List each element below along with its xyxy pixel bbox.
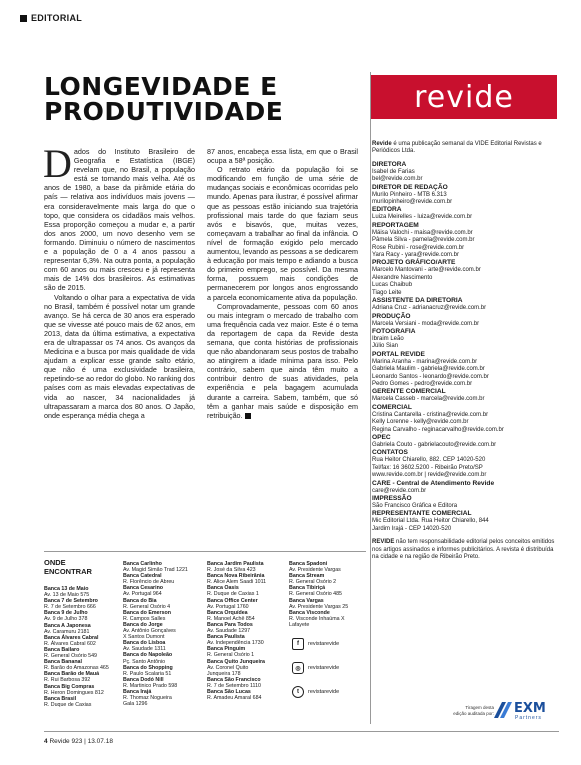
- issue-date: 13.07.18: [87, 738, 113, 745]
- divider: [44, 731, 559, 732]
- section-tag: [20, 13, 82, 23]
- newsstand-name: Banca Tibiriçá: [289, 585, 326, 592]
- article-paragraph: O retrato etário da população foi se modificando em função de uma série de mudanças sociais e econômicas ocorridas pelo mundo. Apenas para ilustrar, é possível afirmar que as pessoas estão iniciando sua trajetória profissional mais tarde do que faziam seus avós e bisavós, que, muitas vezes, começavam a trabalhar ao final da infância. O nível de formação exigido pelo mercado aumentou, levando as pessoas a se dedicarem à educação por mais tempo e adiando a busca do primeiro emprego, se possível. Da mesma forma, possuem mais condições de permanecerem por longos anos engrossando a parcela economicamente ativa da população.: [207, 165, 358, 302]
- newsstand-address: Av. Portugal 1760: [207, 603, 249, 610]
- newsstand-name: Banca 7 de Setembro: [44, 598, 98, 605]
- newsstand-name: Banca 9 de Julho: [44, 610, 88, 617]
- masthead-role: OPEC: [372, 433, 391, 441]
- newsstand-address: X Santos Dumont: [123, 634, 165, 641]
- directory-column-1: [44, 586, 128, 708]
- newsstand-address: Av. Presidente Vargas 25: [289, 603, 349, 610]
- newsstand-name: Banca Nova Ribeirânia: [207, 573, 265, 580]
- newsstand-address: R. General Osório 1: [207, 652, 255, 659]
- masthead-line: Marina Aranha - marina@revide.com.br: [372, 358, 478, 365]
- newsstand-address: Gala 1296: [123, 701, 148, 708]
- masthead-line: Gabriela Maulim - gabriela@revide.com.br: [372, 366, 485, 373]
- newsstand-name: Banca do Emerson: [123, 609, 171, 616]
- masthead-role: PROJETO GRÁFICO/ARTE: [372, 259, 456, 267]
- masthead-line: São Francisco Gráfica e Editora: [372, 503, 458, 509]
- exm-brand-sub: Partners: [515, 715, 542, 721]
- article-body: [43, 141, 359, 420]
- article-column-1: [43, 141, 195, 420]
- facebook-icon: f: [292, 638, 304, 650]
- social-facebook[interactable]: [292, 638, 382, 650]
- social-handle: revistarevide: [308, 665, 340, 671]
- newsstand-address: R. José da Silva 423: [207, 567, 256, 574]
- newsstand-address: R. 7 de Setembro 666: [44, 604, 96, 611]
- square-bullet-icon: [20, 15, 27, 22]
- newsstand-name: Banca Brasil: [44, 695, 77, 702]
- newsstand-address: Lafayete: [289, 621, 310, 628]
- masthead-disclaimer: REVIDE não tem responsabilidade editorial pelos conceitos emitidos nos artigos assinados e informes publicitários. A revista é distribuída na cidade e na região de Ribeirão Preto.: [372, 539, 555, 561]
- newsstand-address: R. Duque de Caxias 1: [207, 591, 259, 598]
- newsstand-name: Banca Bailaro: [44, 646, 80, 653]
- masthead-line: murilopinheiro@revide.com.br: [372, 199, 453, 206]
- masthead-role: GERENTE COMERCIAL: [372, 388, 446, 396]
- newsstand-name: Banca Quito Junqueira: [207, 658, 265, 665]
- exm-brand: EXM: [514, 701, 546, 716]
- masthead-sections: [372, 161, 560, 533]
- masthead-role: COMERCIAL: [372, 403, 412, 411]
- masthead-role: PRODUÇÃO: [372, 312, 411, 320]
- drop-cap: D: [43, 141, 72, 186]
- newsstand-address: R. Duque de Caxias: [44, 701, 92, 708]
- masthead-role: IMPRESSÃO: [372, 495, 412, 502]
- publication: Revide 923: [49, 738, 83, 745]
- newsstand-address: R. General Osório 549: [44, 653, 97, 660]
- newsstand-address: Av. 9 de Julho 378: [44, 616, 88, 623]
- newsstand-address: R. Paulo Scalaria 51: [123, 670, 172, 677]
- newsstand-name: Banca Para Todos: [207, 621, 253, 628]
- newsstand-name: Banca Dodó Nill: [123, 676, 164, 683]
- newsstand-name: Banca Paulista: [207, 634, 245, 641]
- masthead-role: REPORTAGEM: [372, 221, 419, 229]
- newsstand-address: Av. Saudade 1297: [207, 628, 251, 635]
- social-handle: revistarevide: [308, 689, 340, 695]
- article-paragraph: Dados do Instituto Brasileiro de Geografia e Estatística (IBGE) revelam que, no Brasil, a população está se tornando mais velha. Até os anos de 1980, a base da pirâmide etária do país — relativa aos indivíduos mais jovens — era consideravelmente mais larga do que o topo, que considera os cidadãos mais velhos. Essa proporção começou a mudar e, a partir dos anos 2000, um novo desenho vem se formando. Diminuiu o número de nascimentos e a população de 0 a 4 anos passou a representar 6,3%. Na outra ponta, a população com 60 anos ou mais cresceu e já representa mais de 14% dos brasileiros. As estimativas são de 2015.: [43, 141, 195, 293]
- newsstand-name: Banca Carlinho: [123, 561, 162, 567]
- newsstand-address: R. Manoel Achê 854: [207, 615, 255, 622]
- newsstand-name: Banca do Jorge: [123, 621, 163, 628]
- newsstand-address: Av. 13 de Maio 575: [44, 592, 90, 599]
- masthead-line: Leonardo Santos - leonardo@revide.com.br: [372, 373, 489, 380]
- newsstand-name: Banca Irajá: [123, 688, 152, 695]
- masthead-line: Mic Editorial Ltda. Rua Heitor Chiarello, 844: [372, 518, 489, 525]
- page-number: 4: [44, 738, 48, 745]
- masthead-line: Pâmela Silva - pamela@revide.com.br: [372, 237, 475, 244]
- newsstand-address: Junqueira 178: [207, 670, 241, 677]
- article-column-2: [207, 147, 358, 420]
- masthead-line: Cristina Cantarella - cristina@revide.com.br: [372, 411, 489, 418]
- newsstand-address: R. Alice Alem Saadi 1011: [207, 579, 267, 586]
- newsstand-name: Banca do Shopping: [123, 664, 173, 671]
- newsstand-name: Banca Jardim Paulista: [207, 561, 264, 567]
- masthead-role: FOTOGRAFIA: [372, 327, 416, 335]
- masthead-line: Tiago Leite: [372, 289, 402, 296]
- newsstand-address: R. General Osório 2: [289, 579, 337, 586]
- newsstand-address: R. Heron Domingues 812: [44, 689, 104, 696]
- newsstand-address: R. Barão do Amazonas 465: [44, 665, 109, 672]
- newsstand-name: Banca Álvares Cabral: [44, 634, 99, 641]
- newsstand-name: Banca Orquídea: [207, 609, 248, 616]
- masthead-line: Murilo Pinheiro - MTB 6.313: [372, 191, 447, 198]
- masthead-role: CARE - Central de Atendimento Revide: [372, 479, 495, 487]
- masthead-role: DIRETORA: [372, 160, 407, 168]
- masthead-line: Ibraim Leão: [372, 335, 404, 342]
- newsstand-name: Banca do Lisboa: [123, 640, 166, 647]
- twitter-icon: t: [292, 686, 304, 698]
- article-paragraph: 87 anos, encabeça essa lista, em que o Brasil ocupa a 58ª posição.: [207, 147, 358, 166]
- social-twitter[interactable]: [292, 686, 382, 698]
- masthead-line: Kelly Lorenne - kelly@revide.com.br: [372, 419, 469, 426]
- masthead-line: Regina Carvalho - reginacarvalho@revide.com.br: [372, 426, 504, 433]
- masthead-role: REPRESENTANTE COMERCIAL: [372, 510, 472, 518]
- masthead-line: Alexandre Nascimento: [372, 274, 433, 281]
- section-label: EDITORIAL: [31, 13, 83, 23]
- masthead-line: www.revide.com.br | revide@revide.com.br: [372, 472, 487, 479]
- newsstand-address: Av. Independência 1730: [207, 640, 264, 647]
- newsstand-address: Av. Presidente Vargas: [289, 567, 341, 574]
- newsstand-address: R. Florêncio de Abreu: [123, 579, 175, 586]
- divider: [44, 551, 366, 552]
- masthead-line: Rua Heitor Chiarello, 882. CEP 14020-520: [372, 457, 486, 464]
- directory-column-4: [289, 561, 373, 628]
- newsstand-name: Banca Vargas: [289, 597, 324, 604]
- newsstand-address: Av. Coronel Quito: [207, 664, 249, 671]
- masthead-line: Gabriela Couto - gabrielacouto@revide.com.br: [372, 441, 497, 448]
- masthead-line: Lucas Chaibub: [372, 282, 413, 289]
- newsstand-name: Banca São Francisco: [207, 676, 261, 683]
- masthead-line: Adriana Cruz - adrianacruz@revide.com.br: [372, 305, 487, 312]
- newsstand-address: R. Campos Salles: [123, 615, 166, 622]
- logo-text: revide: [414, 79, 514, 115]
- newsstand-name: Banca São Lucas: [207, 688, 251, 695]
- newsstand-name: Banca Visconde: [289, 609, 330, 616]
- newsstand-name: Banca Oasis: [207, 585, 239, 592]
- newsstand-name: Banca Stream: [289, 573, 325, 580]
- masthead-line: Rose Rubini - rose@revide.com.br: [372, 244, 465, 251]
- newsstand-address: R. Visconde Inhaúma X: [289, 615, 345, 622]
- masthead-line: Tel/fax: 16 3602.5200 - Ribeirão Preto/SP: [372, 464, 483, 471]
- directory-column-3: [207, 561, 291, 701]
- article-title-line-2: PRODUTIVIDADE: [44, 97, 284, 126]
- masthead-line: Marcela Versiani - moda@revide.com.br: [372, 320, 480, 327]
- article-title: [44, 74, 364, 124]
- newsstand-address: R. Thomaz Nogueira: [123, 695, 172, 702]
- newsstand-name: Banca 13 de Maio: [44, 586, 89, 592]
- masthead-line: Máisa Valochi - maisa@revide.com.br: [372, 229, 473, 236]
- article-paragraph: Comprovadamente, pessoas com 60 anos ou mais integram o mercado de trabalho com uma frequência cada vez maior. Este é o tema da reportagem de capa da Revide desta semana, que conta histórias de profissionais que não abandonaram seus postos de trabalho ao atingirem a idade mínima para isso. Pelo contrário, sabem que ainda têm muito a contribuir dentro de suas atividades, pela experiência e pela bagagem acumulada durante a carreira. Sabem, também, que só têm a ganhar mais saúde e disposição em retribuição.: [207, 301, 358, 420]
- newsstand-address: R. Rui Barbosa 392: [44, 677, 91, 684]
- audit-note: Tiragem desta edição auditada por:: [453, 705, 494, 716]
- masthead-line: Jardim Irajá - CEP 14020-520: [372, 525, 452, 532]
- masthead-line: Pedro Gomes - pedro@revide.com.br: [372, 380, 473, 387]
- masthead-line: bel@revide.com.br: [372, 176, 423, 183]
- masthead-role: DIRETOR DE REDAÇÃO: [372, 183, 448, 191]
- newsstand-address: Av. Caramuru 2181: [44, 628, 90, 635]
- newsstand-name: Banca Catedral: [123, 573, 162, 580]
- masthead: [372, 141, 560, 561]
- masthead-line: Luiza Meirelles - luiza@revide.com.br: [372, 214, 473, 221]
- newsstand-address: R. General Osório 4: [123, 603, 171, 610]
- newsstand-name: Banca Big Compras: [44, 683, 95, 690]
- end-mark-icon: [245, 413, 251, 419]
- newsstand-address: R. Álvares Cabral 602: [44, 640, 96, 647]
- newsstand-address: R. Martinico Prado 598: [123, 682, 178, 689]
- instagram-icon: ◎: [292, 662, 304, 674]
- masthead-role: PORTAL REVIDE: [372, 350, 425, 358]
- newsstand-address: Av. Magid Simão Trad 1221: [123, 567, 188, 574]
- newsstand-address: R. Amadeu Amaral 684: [207, 695, 262, 702]
- newsstand-address: Av. Portugal 964: [123, 591, 162, 598]
- newsstand-name: Banca Barão de Mauá: [44, 671, 100, 678]
- masthead-role: ASSISTENTE DA DIRETORIA: [372, 297, 463, 305]
- page-footer: 4 Revide 923 | 13.07.18: [44, 738, 113, 745]
- newsstand-address: Av. Saudade 1311: [123, 646, 166, 653]
- newsstand-address: R. 7 de Setembro 1110: [207, 682, 261, 689]
- article-paragraph: Voltando o olhar para a expectativa de vida no Brasil, também é possível notar um grande avanço. Se há cerca de 30 anos era esperado que se vivesse até pouco mais de 62 anos, em 2013, data da última estimativa, a expectativa era de ultrapassar os 74 anos. Os avanços da Medicina e a busca por mais qualidade de vida ajudam a explicar esse grande salto etário, que não é uma exclusividade brasileira, repetindo-se ao redor do globo. No ranking dos países com as mais elevadas expectativas de vida ao nascer, 34 nacionalidades já ultrapassaram a marca dos 80 anos. O Japão, onde esperança média chega a: [44, 292, 195, 420]
- masthead-line: care@revide.com.br: [372, 487, 427, 494]
- onde-encontrar-title: ONDE ENCONTRAR: [44, 558, 92, 576]
- social-instagram[interactable]: [292, 662, 382, 674]
- masthead-line: Marcela Casseb - marcela@revide.com.br: [372, 396, 485, 403]
- masthead-line: Júlio Sian: [372, 343, 399, 350]
- newsstand-address: R. General Osório 485: [289, 591, 342, 598]
- article-title-line-1: LONGEVIDADE E: [44, 72, 278, 101]
- newsstand-address: Av. Antônio Gonçalves: [123, 628, 176, 635]
- social-handle: revistarevide: [308, 641, 340, 647]
- newsstand-name: Banca Pinguim: [207, 646, 246, 653]
- newsstand-name: Banca Office Center: [207, 597, 258, 604]
- masthead-line: Marcelo Mantovani - arte@revide.com.br: [372, 267, 481, 274]
- directory-column-2: [123, 561, 207, 707]
- masthead-role: EDITORA: [372, 206, 402, 214]
- newsstand-name: Banca A Japonesa: [44, 622, 91, 629]
- revide-logo: [371, 75, 557, 119]
- masthead-intro: Revide é uma publicação semanal da VIDE Editorial Revistas e Periódicos Ltda.: [372, 141, 542, 155]
- newsstand-name: Banca do Bia: [123, 597, 157, 604]
- masthead-line: Yara Racy - yara@revide.com.br: [372, 252, 460, 259]
- newsstand-name: Banca do Napoleão: [123, 652, 173, 659]
- newsstand-name: Banca Cesarino: [123, 585, 164, 592]
- newsstand-address: Pç. Santo Antônio: [123, 658, 166, 665]
- exm-partners-logo: [494, 700, 554, 720]
- masthead-role: CONTATOS: [372, 449, 408, 457]
- masthead-line: Isabel de Farias: [372, 168, 415, 175]
- newsstand-name: Banca Spadoni: [289, 561, 328, 567]
- newsstand-name: Banca Bananal: [44, 659, 82, 666]
